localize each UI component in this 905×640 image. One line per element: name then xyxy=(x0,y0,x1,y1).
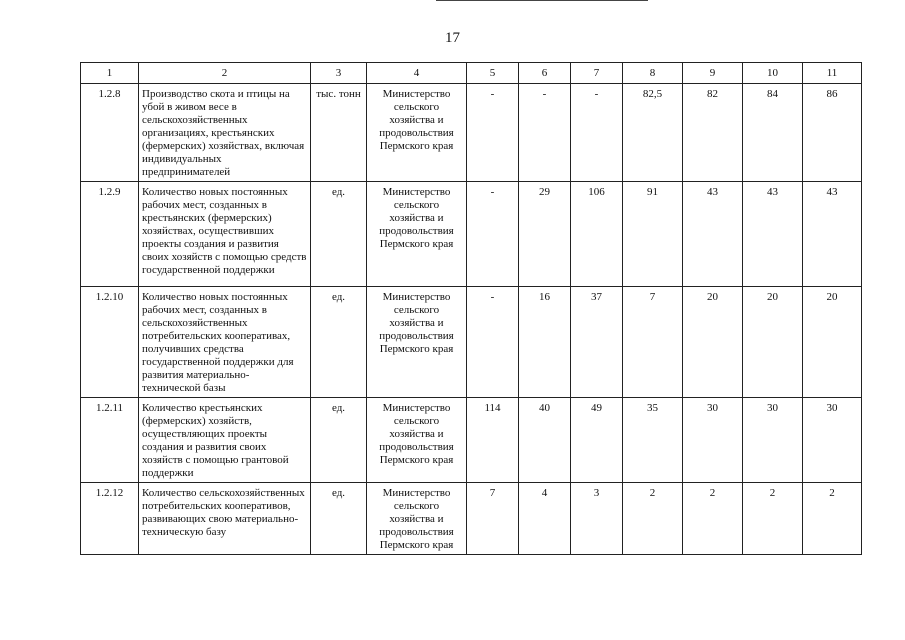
value-cell: 20 xyxy=(683,287,743,398)
value-cell: 4 xyxy=(519,483,571,555)
indicator-name-cell: Количество новых постоянных рабочих мест, созданных в сельскохозяйственных потребительских кооперативах, получивших средства государственной поддержки для развития материально-технической базы xyxy=(139,287,311,398)
responsible-cell: Министерство сельского хозяйства и продовольствия Пермского края xyxy=(367,483,467,555)
value-cell: - xyxy=(467,182,519,287)
value-cell: 30 xyxy=(743,398,803,483)
value-cell: 84 xyxy=(743,84,803,182)
table-row xyxy=(81,398,862,483)
value-cell: 7 xyxy=(623,287,683,398)
table-row xyxy=(81,182,862,287)
responsible-cell: Министерство сельского хозяйства и продовольствия Пермского края xyxy=(367,182,467,287)
table-row xyxy=(81,84,862,182)
row-number-cell: 1.2.9 xyxy=(81,182,139,287)
header-cell: 5 xyxy=(467,63,519,84)
table-row xyxy=(81,483,862,555)
value-cell: 43 xyxy=(803,182,862,287)
value-cell: 43 xyxy=(743,182,803,287)
header-cell: 3 xyxy=(311,63,367,84)
indicator-name-cell: Количество сельскохозяйственных потребительских кооперативов, развивающих свою материально-техническую базу xyxy=(139,483,311,555)
value-cell: - xyxy=(467,287,519,398)
header-cell: 2 xyxy=(139,63,311,84)
header-cell: 10 xyxy=(743,63,803,84)
table-row xyxy=(81,287,862,398)
value-cell: 7 xyxy=(467,483,519,555)
value-cell: 43 xyxy=(683,182,743,287)
header-cell: 8 xyxy=(623,63,683,84)
value-cell: 40 xyxy=(519,398,571,483)
value-cell: 2 xyxy=(743,483,803,555)
top-rule-line xyxy=(436,0,648,1)
value-cell: 37 xyxy=(571,287,623,398)
value-cell: 16 xyxy=(519,287,571,398)
value-cell: 35 xyxy=(623,398,683,483)
value-cell: 106 xyxy=(571,182,623,287)
table-header-row xyxy=(81,63,862,84)
row-number-cell: 1.2.8 xyxy=(81,84,139,182)
indicators-table xyxy=(80,62,862,555)
value-cell: 30 xyxy=(803,398,862,483)
unit-cell: ед. xyxy=(311,398,367,483)
header-cell: 7 xyxy=(571,63,623,84)
page-number: 17 xyxy=(445,30,460,46)
value-cell: 2 xyxy=(683,483,743,555)
row-number-cell: 1.2.12 xyxy=(81,483,139,555)
value-cell: 114 xyxy=(467,398,519,483)
indicator-name-cell: Производство скота и птицы на убой в живом весе в сельскохозяйственных организациях, крестьянских (фермерских) хозяйствах, включая индивидуальных предпринимателей xyxy=(139,84,311,182)
value-cell: - xyxy=(571,84,623,182)
header-cell: 6 xyxy=(519,63,571,84)
header-cell: 9 xyxy=(683,63,743,84)
value-cell: 82 xyxy=(683,84,743,182)
value-cell: 30 xyxy=(683,398,743,483)
unit-cell: ед. xyxy=(311,287,367,398)
responsible-cell: Министерство сельского хозяйства и продовольствия Пермского края xyxy=(367,84,467,182)
value-cell: 49 xyxy=(571,398,623,483)
row-number-cell: 1.2.11 xyxy=(81,398,139,483)
value-cell: 2 xyxy=(623,483,683,555)
value-cell: 2 xyxy=(803,483,862,555)
value-cell: 29 xyxy=(519,182,571,287)
row-number-cell: 1.2.10 xyxy=(81,287,139,398)
indicator-name-cell: Количество новых постоянных рабочих мест, созданных в крестьянских (фермерских) хозяйствах, осуществивших проекты создания и развития своих хозяйств с помощью средств государственной поддержки xyxy=(139,182,311,287)
value-cell: 86 xyxy=(803,84,862,182)
value-cell: - xyxy=(467,84,519,182)
value-cell: 82,5 xyxy=(623,84,683,182)
header-cell: 11 xyxy=(803,63,862,84)
responsible-cell: Министерство сельского хозяйства и продовольствия Пермского края xyxy=(367,398,467,483)
value-cell: 20 xyxy=(803,287,862,398)
value-cell: - xyxy=(519,84,571,182)
indicator-name-cell: Количество крестьянских (фермерских) хозяйств, осуществляющих проекты создания и развития своих хозяйств с помощью грантовой поддержки xyxy=(139,398,311,483)
header-cell: 4 xyxy=(367,63,467,84)
unit-cell: ед. xyxy=(311,483,367,555)
value-cell: 3 xyxy=(571,483,623,555)
responsible-cell: Министерство сельского хозяйства и продовольствия Пермского края xyxy=(367,287,467,398)
value-cell: 91 xyxy=(623,182,683,287)
unit-cell: тыс. тонн xyxy=(311,84,367,182)
unit-cell: ед. xyxy=(311,182,367,287)
value-cell: 20 xyxy=(743,287,803,398)
header-cell: 1 xyxy=(81,63,139,84)
